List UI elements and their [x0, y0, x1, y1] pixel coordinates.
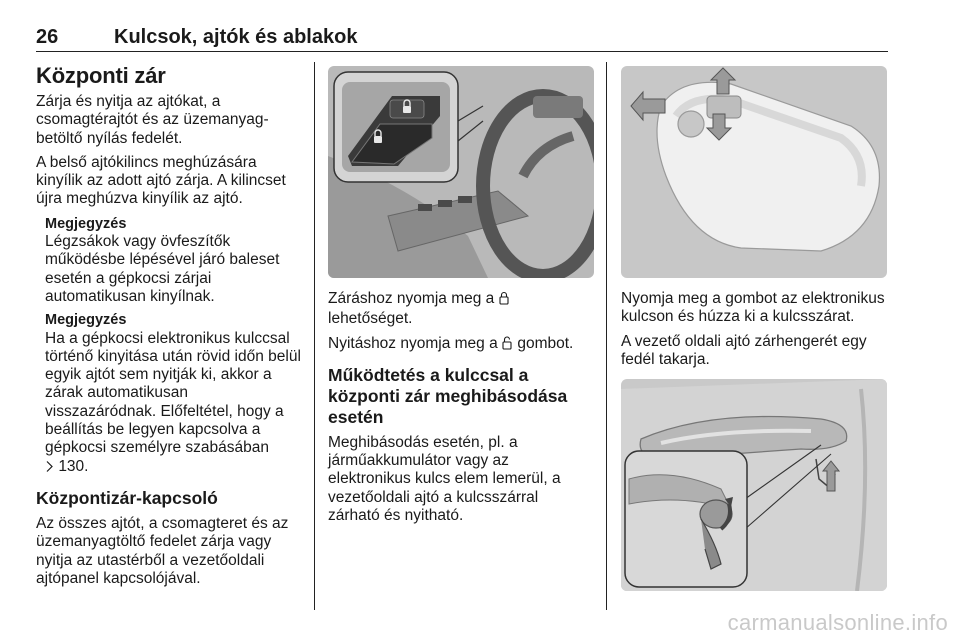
unlock-icon [502, 336, 513, 355]
column-2 [328, 62, 594, 531]
column-divider-1 [314, 62, 315, 610]
watermark-url: carmanualsonline.info [727, 610, 948, 635]
paragraph: Meghibásodás esetén, pl. a járműakkumulátor vagy az elektronikus kulcs elem lemerül, a vezetőoldali ajtó a kulcsszárral zárható és nyitható. [328, 433, 561, 525]
running-title: Kulcsok, ajtók és ablakok [114, 26, 358, 48]
column-divider-2 [606, 62, 607, 610]
column-3 [621, 62, 887, 591]
lock-icon [499, 291, 509, 310]
section-heading-central-lock: Központi zár [36, 63, 166, 88]
door-switch-illustration [328, 66, 594, 278]
page-number: 26 [36, 26, 59, 48]
paragraph: Az összes ajtót, a csomagteret és az üzemanyagtöltő fedelet zárja vagy nyitja az utastérből a vezetőoldali ajtópanel kapcsolójával. [36, 514, 289, 587]
page-header [36, 26, 888, 52]
paragraph: Nyomja meg a gombot az elektronikus kulcson és húzza ki a kulcsszárat. [621, 290, 885, 326]
note-text: Légzsákok vagy övfeszítők működésbe lépésével járó baleset esetén a gépkocsi zárjai automatikusan kinyílnak. [45, 233, 280, 305]
paragraph: A belső ajtókilincs meghúzására kinyílik az adott ajtó zárja. A kilincset újra meghúzva kinyílik az ajtó. [36, 153, 286, 208]
note-title: Megjegyzés [45, 312, 127, 329]
note-box-1 [45, 215, 302, 306]
unlock-instruction: Nyitáshoz nyomja meg a gombot. [328, 335, 594, 355]
subheading-central-lock-switch: Központizár-kapcsoló [36, 487, 218, 508]
subheading-key-operation: Működtetés a kulccsal a központi zár meghibásodása esetén [328, 364, 568, 427]
page-reference-link[interactable]: 130. [58, 457, 89, 475]
electronic-key-illustration [621, 66, 887, 278]
lock-instruction: Záráshoz nyomja meg a lehetőséget. [328, 290, 594, 329]
note-box-2 [45, 311, 302, 478]
page-ref-arrow-icon [45, 460, 54, 478]
note-title: Megjegyzés [45, 215, 127, 232]
door-handle-illustration [621, 379, 887, 591]
note-text: Ha a gépkocsi elektronikus kulccsal történő kinyitása után rövid időn belül egyik ajtót sem nyitják ki, akkor a zárak automatikusan visszazáródnak. Előfeltétel, hogy a beállítás be legyen kapcsolva a gépkocsi személyre szabásában 130. [45, 330, 302, 478]
column-1 [36, 62, 302, 594]
paragraph: Zárja és nyitja az ajtókat, a csomagtérajtót és az üzemanyag-betöltő nyílás fedelét. [36, 93, 269, 147]
paragraph: A vezető oldali ajtó zárhengerét egy fedél takarja. [621, 332, 867, 368]
